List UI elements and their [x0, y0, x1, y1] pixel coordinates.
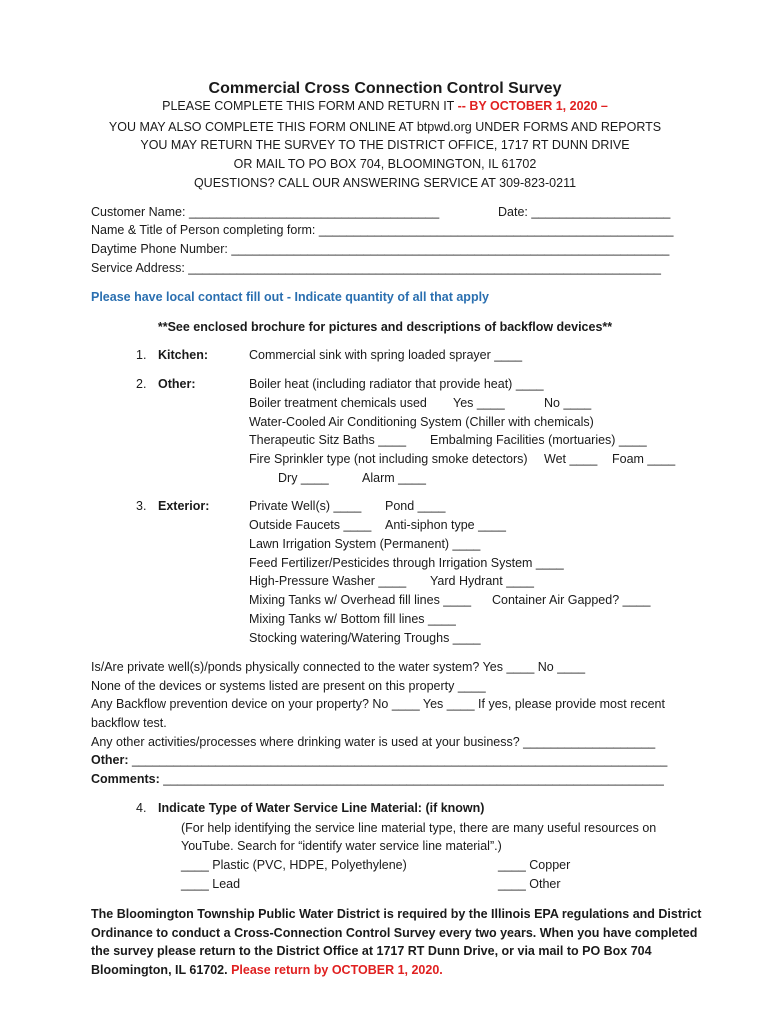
brochure-note: **See enclosed brochure for pictures and descriptions of backflow devices**: [157, 320, 613, 334]
embalming-item[interactable]: Embalming Facilities (mortuaries) ____: [430, 433, 647, 447]
fertilizer-item[interactable]: Feed Fertilizer/Pesticides through Irrigation System ____: [249, 556, 564, 570]
service-line-help-1: (For help identifying the service line material type, there are many useful resources on: [181, 821, 657, 835]
header-line-return: [0, 99, 770, 114]
mixing-bottom-item[interactable]: Mixing Tanks w/ Bottom fill lines ____: [249, 612, 456, 626]
sprinkler-dry[interactable]: Dry ____: [278, 471, 329, 485]
header-line-online: YOU MAY ALSO COMPLETE THIS FORM ONLINE AT btpwd.org UNDER FORMS AND REPORTS: [108, 120, 662, 134]
anti-siphon-item[interactable]: Anti-siphon type ____: [385, 518, 506, 532]
other-material-option[interactable]: ____ Other: [498, 877, 561, 891]
pond-item[interactable]: Pond ____: [385, 499, 446, 513]
kitchen-number: 1.: [136, 348, 147, 362]
customer-name-field[interactable]: Customer Name: ____________________________________: [91, 205, 440, 219]
header-line-phone: QUESTIONS? CALL OUR ANSWERING SERVICE AT 309-823-0211: [193, 176, 577, 190]
plastic-option[interactable]: ____ Plastic (PVC, HDPE, Polyethylene): [181, 858, 407, 872]
boiler-chemicals-yes[interactable]: Yes ____: [453, 396, 505, 410]
footer-line-1: The Bloomington Township Public Water District is required by the Illinois EPA regulations and District: [91, 907, 702, 921]
lead-option[interactable]: ____ Lead: [181, 877, 241, 891]
other-number: 2.: [136, 377, 147, 391]
other-activities-question[interactable]: Any other activities/processes where drinking water is used at your business? ___________________: [91, 735, 656, 749]
backflow-question[interactable]: Any Backflow prevention device on your property? No ____ Yes ____ If yes, please provide most recent: [91, 697, 665, 711]
exterior-number: 3.: [136, 499, 147, 513]
backflow-question-cont: backflow test.: [91, 716, 167, 730]
sprinkler-item: Fire Sprinkler type (not including smoke detectors): [249, 452, 528, 466]
other-field-label: Other:: [91, 753, 129, 767]
sprinkler-foam[interactable]: Foam ____: [612, 452, 676, 466]
service-line-number: 4.: [136, 801, 147, 815]
none-present-question[interactable]: None of the devices or systems listed are present on this property ____: [91, 679, 486, 693]
wells-connected-question[interactable]: Is/Are private well(s)/ponds physically connected to the water system? Yes ____ No ____: [91, 660, 586, 674]
private-wells-item[interactable]: Private Well(s) ____: [249, 499, 362, 513]
other-field-line: _____________________________________________________________________________: [128, 753, 668, 767]
comments-field-line: ________________________________________________________________________: [159, 772, 664, 786]
footer-line-2: Ordinance to conduct a Cross-Connection Control Survey every two years. When you have completed: [91, 926, 698, 940]
comments-field-label: Comments:: [91, 772, 160, 786]
footer-address: Bloomington, IL 61702.: [91, 963, 232, 977]
mixing-overhead-item[interactable]: Mixing Tanks w/ Overhead fill lines ____: [249, 593, 472, 607]
header-line-mail: OR MAIL TO PO BOX 704, BLOOMINGTON, IL 61702: [233, 157, 537, 171]
service-line-help-2: YouTube. Search for “identify water service line material”.): [181, 839, 502, 853]
phone-field[interactable]: Daytime Phone Number: _______________________________________________________________: [91, 242, 670, 256]
other-label: Other:: [158, 377, 196, 391]
header-line-office: YOU MAY RETURN THE SURVEY TO THE DISTRICT OFFICE, 1717 RT DUNN DRIVE: [140, 138, 630, 152]
troughs-item[interactable]: Stocking watering/Watering Troughs ____: [249, 631, 481, 645]
footer-line-3: the survey please return to the District Office at 1717 RT Dunn Drive, or via mail to PO Box 704: [91, 944, 652, 958]
exterior-label: Exterior:: [158, 499, 210, 513]
name-title-field[interactable]: Name & Title of Person completing form: ___________________________________________________: [91, 223, 674, 237]
lawn-irrigation-item[interactable]: Lawn Irrigation System (Permanent) ____: [249, 537, 481, 551]
air-gapped-item[interactable]: Container Air Gapped? ____: [492, 593, 651, 607]
header-return-text: PLEASE COMPLETE THIS FORM AND RETURN IT: [162, 99, 458, 113]
sprinkler-wet[interactable]: Wet ____: [544, 452, 598, 466]
boiler-heat-item[interactable]: Boiler heat (including radiator that provide heat) ____: [249, 377, 544, 391]
outside-faucets-item[interactable]: Outside Faucets ____: [249, 518, 372, 532]
footer-deadline: Please return by OCTOBER 1, 2020.: [231, 963, 443, 977]
pressure-washer-item[interactable]: High-Pressure Washer ____: [249, 574, 407, 588]
kitchen-label: Kitchen:: [158, 348, 208, 362]
comments-field[interactable]: [91, 772, 664, 787]
date-field[interactable]: Date: ____________________: [498, 205, 671, 219]
footer-line-4: [91, 963, 443, 978]
water-cooled-item: Water-Cooled Air Conditioning System (Chiller with chemicals): [249, 415, 594, 429]
local-contact-instruction: Please have local contact fill out - Indicate quantity of all that apply: [91, 290, 489, 304]
boiler-chemicals-item: Boiler treatment chemicals used: [249, 396, 427, 410]
sprinkler-alarm[interactable]: Alarm ____: [362, 471, 426, 485]
header-deadline: -- BY OCTOBER 1, 2020 –: [457, 99, 608, 113]
boiler-chemicals-no[interactable]: No ____: [544, 396, 592, 410]
other-field[interactable]: [91, 753, 667, 768]
copper-option[interactable]: ____ Copper: [498, 858, 571, 872]
kitchen-sink-item[interactable]: Commercial sink with spring loaded sprayer ____: [249, 348, 523, 362]
yard-hydrant-item[interactable]: Yard Hydrant ____: [430, 574, 534, 588]
sitz-baths-item[interactable]: Therapeutic Sitz Baths ____: [249, 433, 407, 447]
service-address-field[interactable]: Service Address: ____________________________________________________________________: [91, 261, 661, 275]
service-line-heading: Indicate Type of Water Service Line Material: (if known): [158, 801, 485, 815]
page-title: Commercial Cross Connection Control Survey: [208, 80, 562, 97]
